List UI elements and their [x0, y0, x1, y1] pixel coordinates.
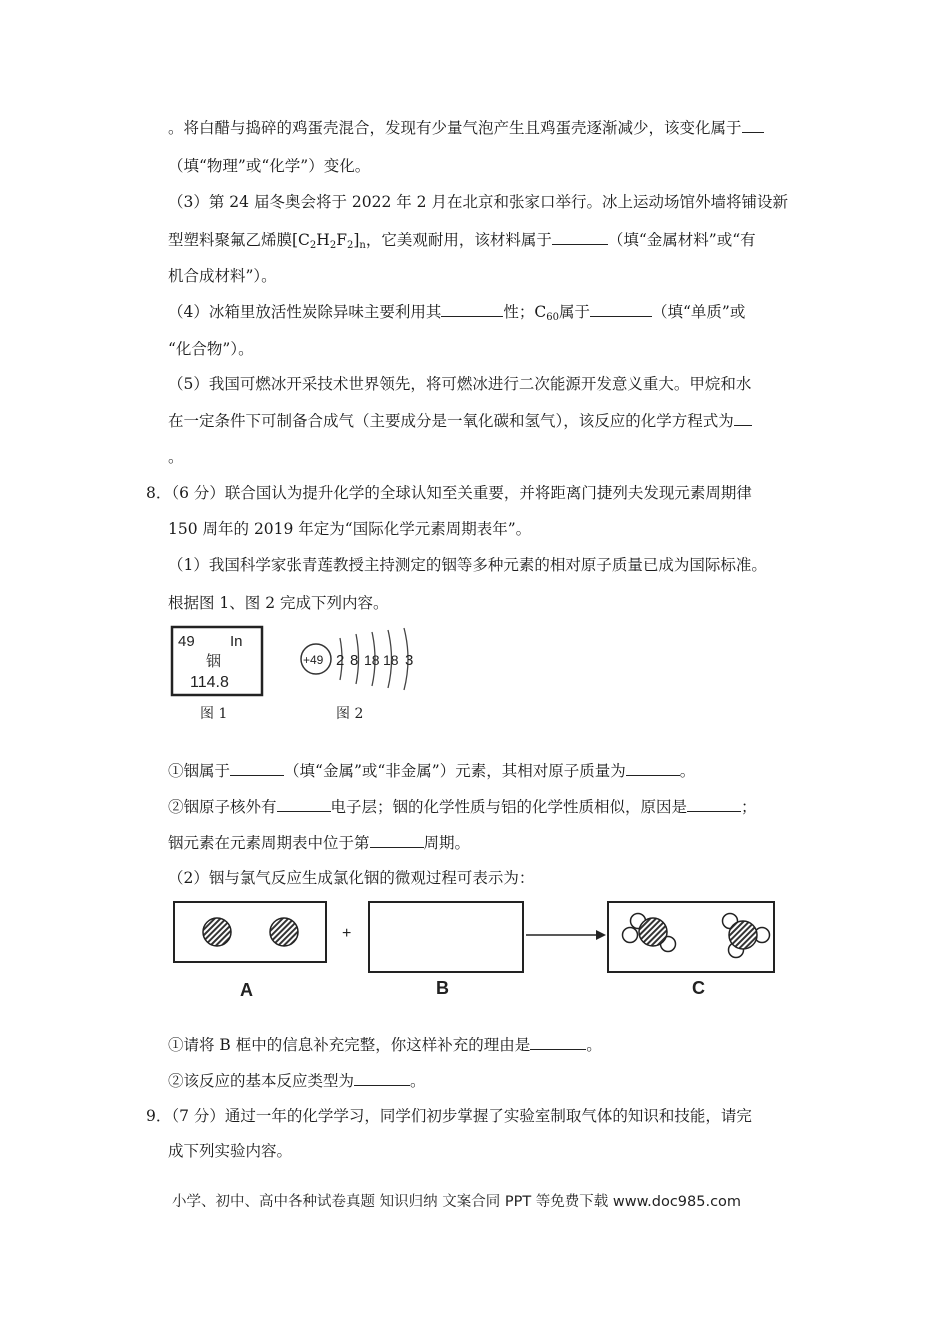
q7-text-1: 。将白醋与捣碎的鸡蛋壳混合，发现有少量气泡产生且鸡蛋壳逐渐减少，该变化属于	[168, 119, 742, 137]
answer-blank[interactable]	[530, 1034, 586, 1050]
q7-part4-line-2	[168, 338, 254, 360]
q8-part1-text-2: 根据图 1、图 2 完成下列内容。	[168, 594, 389, 612]
q7-part3-line-1	[168, 191, 788, 213]
q7-part5-line-3	[168, 446, 184, 468]
q7-part3-text-3: （填“金属材料”或“有	[607, 231, 756, 249]
atomic-mass: 114.8	[190, 674, 229, 691]
q8-reaction-sub2-text-1: ②该反应的基本反应类型为	[168, 1072, 355, 1090]
q9-heading-line-2	[168, 1140, 292, 1162]
q8-heading-text-1: 8．（6 分）联合国认为提升化学的全球认知至关重要，并将距离门捷列夫发现元素周期律	[146, 484, 752, 502]
answer-blank[interactable]	[590, 301, 652, 317]
q8-part2-text: （2）铟与氯气反应生成氯化铟的微观过程可表示为：	[168, 869, 535, 887]
answer-blank[interactable]	[734, 410, 752, 426]
shell-electron-count: 8	[350, 652, 359, 669]
indium-atom	[270, 918, 298, 946]
q8-sub1-text-3: 。	[679, 762, 696, 780]
q9-heading-text-1: 9．（7 分）通过一年的化学学习，同学们初步掌握了实验室制取气体的知识和技能，请完	[146, 1107, 752, 1125]
answer-blank[interactable]	[552, 229, 608, 245]
q8-sub2-text-3: ；	[741, 798, 757, 816]
q7-part4-text-4: （填“单质”或	[652, 303, 746, 321]
q7-part4-text-5: “化合物”）。	[168, 340, 254, 358]
formula-part: H	[316, 231, 330, 249]
q8-sub1-text-1: ①铟属于	[168, 762, 231, 780]
q7-part3-text-4: 机合成材料”）。	[168, 267, 277, 285]
q7-part5-text-3: 。	[168, 448, 184, 466]
answer-blank[interactable]	[370, 832, 424, 848]
q8-reaction-sub2-line	[168, 1070, 426, 1092]
q7-part4-text-1: （4）冰箱里放活性炭除异味主要利用其	[168, 303, 442, 321]
q7-part5-line-2	[168, 410, 752, 432]
formula-part: ]	[353, 231, 360, 249]
figure-1-element-card	[168, 624, 268, 724]
formula-subscript: 2	[329, 240, 337, 251]
answer-blank[interactable]	[687, 796, 741, 812]
q7-part3-line-3	[168, 265, 277, 287]
figure-2-atomic-structure	[292, 624, 432, 724]
q7-part3-line-2	[168, 229, 756, 257]
answer-blank[interactable]	[230, 760, 284, 776]
q7-text-2: （填“物理”或“化学”）变化。	[168, 157, 371, 175]
answer-blank[interactable]	[277, 796, 331, 812]
reaction-diagram	[168, 896, 788, 1006]
box-b	[369, 902, 523, 972]
answer-blank[interactable]	[441, 301, 503, 317]
indium-atom	[639, 918, 667, 946]
answer-blank[interactable]	[354, 1070, 410, 1086]
formula-subscript: 2	[346, 240, 354, 251]
shell-electron-count: 18	[383, 652, 399, 668]
q8-sub2-text-4: 铟元素在元素周期表中位于第	[168, 834, 370, 852]
nucleus-charge: +49	[303, 653, 324, 667]
q7-line-2	[168, 155, 370, 177]
box-c-label: C	[692, 978, 705, 998]
atomic-number: 49	[178, 633, 195, 650]
element-name: 铟	[206, 652, 222, 670]
q8-part2-line	[168, 867, 534, 889]
q8-sub2-line-1	[168, 796, 757, 818]
element-symbol: In	[230, 633, 243, 650]
q8-sub1-text-2: （填“金属”或“非金属”）元素，其相对原子质量为	[284, 762, 626, 780]
q8-heading-text-2: 150 周年的 2019 年定为“国际化学元素周期表年”。	[168, 520, 532, 538]
q7-part5-text-1: （5）我国可燃冰开采技术世界领先，将可燃冰进行二次能源开发意义重大。甲烷和水	[168, 375, 752, 393]
q8-part1-text-1: （1）我国科学家张青莲教授主持测定的铟等多种元素的相对原子质量已成为国际标准。	[168, 556, 767, 574]
figure-2-caption: 图 2	[336, 706, 364, 722]
figure-1-caption: 图 1	[200, 706, 228, 722]
answer-blank[interactable]	[742, 117, 764, 133]
q7-part4-line-1	[168, 301, 745, 329]
formula-subscript: 60	[546, 312, 559, 323]
plus-sign: +	[342, 925, 352, 942]
formula-part: 型塑料聚氟乙烯膜[C	[168, 231, 310, 249]
q7-part4-text-3: 属于	[558, 303, 590, 321]
shell-electron-count: 3	[405, 652, 414, 669]
chlorine-atom	[623, 928, 638, 943]
formula-part: F	[336, 231, 347, 249]
q7-part3-text-2: ，它美观耐用，该材料属于	[365, 231, 552, 249]
q8-heading-line-2	[168, 518, 531, 540]
q7-line-1	[168, 117, 764, 139]
q8-sub2-text-1: ②铟原子核外有	[168, 798, 277, 816]
q8-sub1-line	[168, 760, 695, 782]
q8-sub2-line-2	[168, 832, 470, 854]
page-footer: 小学、初中、高中各种试卷真题 知识归纳 文案合同 PPT 等免费下载 www.doc985.com	[172, 1194, 742, 1210]
q8-part1-line-2	[168, 592, 389, 614]
formula-subscript: n	[359, 240, 366, 251]
box-a	[174, 902, 326, 962]
q9-heading-text-2: 成下列实验内容。	[168, 1142, 293, 1160]
q7-part5-line-1	[168, 373, 751, 395]
q8-sub2-text-5: 周期。	[423, 834, 471, 852]
q7-part3-text-1: （3）第 24 届冬奥会将于 2022 年 2 月在北京和张家口举行。冰上运动场馆外墙将铺设新	[168, 193, 788, 211]
q7-part4-text-2: 性；C	[503, 303, 547, 321]
q8-reaction-sub1-line	[168, 1034, 602, 1056]
q9-heading-line-1	[146, 1105, 752, 1127]
q7-part5-text-2: 在一定条件下可制备合成气（主要成分是一氧化碳和氢气），该反应的化学方程式为	[168, 412, 734, 430]
shell-electron-count: 18	[364, 652, 380, 668]
q8-reaction-sub2-text-2: 。	[410, 1072, 426, 1090]
q8-sub2-text-2: 电子层；铟的化学性质与铝的化学性质相似，原因是	[330, 798, 688, 816]
reaction-arrow-head	[596, 930, 606, 940]
q8-part1-line-1	[168, 554, 767, 576]
q8-reaction-sub1-text-2: 。	[586, 1036, 602, 1054]
q8-heading-line-1	[146, 482, 752, 504]
shell-electron-count: 2	[336, 652, 345, 669]
box-a-label: A	[240, 980, 253, 1000]
answer-blank[interactable]	[626, 760, 680, 776]
indium-atom	[203, 918, 231, 946]
indium-atom	[729, 921, 757, 949]
box-b-label: B	[436, 978, 449, 998]
q8-reaction-sub1-text-1: ①请将 B 框中的信息补充完整，你这样补充的理由是	[168, 1036, 531, 1054]
formula-subscript: 2	[309, 240, 317, 251]
